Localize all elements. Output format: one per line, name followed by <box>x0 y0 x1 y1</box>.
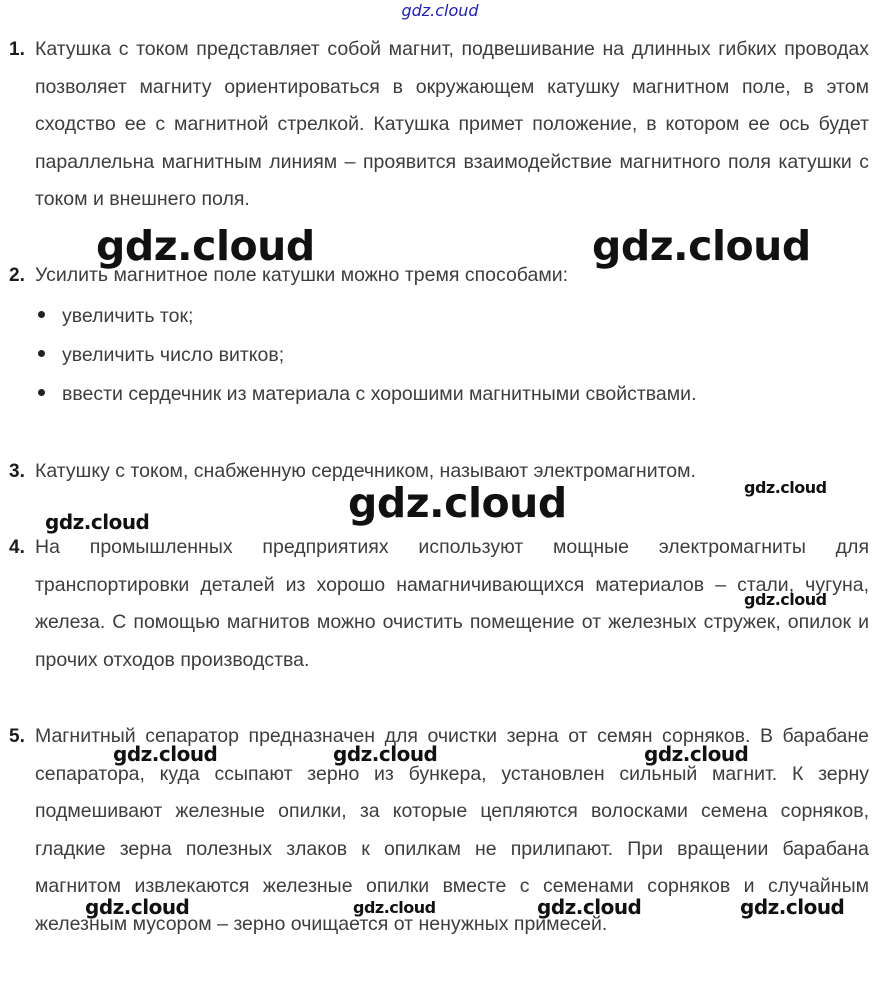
watermark: gdz.cloud <box>113 742 218 766</box>
watermark: gdz.cloud <box>744 590 827 609</box>
watermark: gdz.cloud <box>744 478 827 497</box>
answer-item-4 <box>9 529 869 679</box>
answer-number: 2. <box>9 265 25 286</box>
watermark: gdz.cloud <box>644 742 749 766</box>
answer-item-1 <box>9 31 869 219</box>
list-item-text: увеличить ток; <box>62 305 194 327</box>
watermark: gdz.cloud <box>45 510 150 534</box>
bullet-icon <box>38 350 45 357</box>
watermark: gdz.cloud <box>85 895 190 919</box>
answer-text: Катушка с током представляет собой магнит, подвешивание на длинных гибких проводах позволяет магниту ориентироваться в окружающем катушку магнитном поле, в этом сходство ее с магнитной стрелкой. Катушка примет положение, в котором ее ось будет параллельна магнитным линиям – проявится взаимодействие магнитного поля катушки с током и внешнего поля. <box>35 38 869 210</box>
answer-number: 5. <box>9 726 25 747</box>
list-item-text: ввести сердечник из материала с хорошими магнитными свойствами. <box>62 383 697 405</box>
answer-text: Усилить магнитное поле катушки можно тремя способами: <box>35 264 569 286</box>
header-watermark: gdz.cloud <box>401 1 479 20</box>
answer-number: 4. <box>9 537 25 558</box>
answer-text: Магнитный сепаратор предназначен для очистки зерна от семян сорняков. В барабане сепаратора, куда ссыпают зерно из бункера, установлен сильный магнит. К зерну подмешивают железные опилки, за которые цепляются волосками семена сорняков, гладкие зерна полезных злаков к опилкам не прилипают. При вращении барабана магнитом извлекаются железные опилки вместе с семенами сорняков и случайным железным мусором – зерно очищается от ненужных примесей. <box>35 725 869 935</box>
bullet-icon <box>38 311 45 318</box>
answer-text: На промышленных предприятиях используют мощные электромагниты для транспортировки деталей из хорошо намагничивающихся материалов – стали, чугуна, железа. С помощью магнитов можно очистить помещение от железных стружек, опилок и прочих отходов производства. <box>35 536 869 671</box>
watermark: gdz.cloud <box>740 895 845 919</box>
bullet-icon <box>38 389 45 396</box>
answer-text: Катушку с током, снабженную сердечником, называют электромагнитом. <box>35 460 696 482</box>
watermark: gdz.cloud <box>537 895 642 919</box>
list-item <box>38 383 696 406</box>
watermark: gdz.cloud <box>333 742 438 766</box>
watermark: gdz.cloud <box>96 222 315 270</box>
watermark: gdz.cloud <box>592 222 811 270</box>
list-item <box>38 305 193 328</box>
answer-number: 3. <box>9 461 25 482</box>
list-item-text: увеличить число витков; <box>62 344 285 366</box>
watermark: gdz.cloud <box>348 479 567 527</box>
answer-number: 1. <box>9 39 25 60</box>
watermark: gdz.cloud <box>353 898 436 917</box>
list-item <box>38 344 284 367</box>
